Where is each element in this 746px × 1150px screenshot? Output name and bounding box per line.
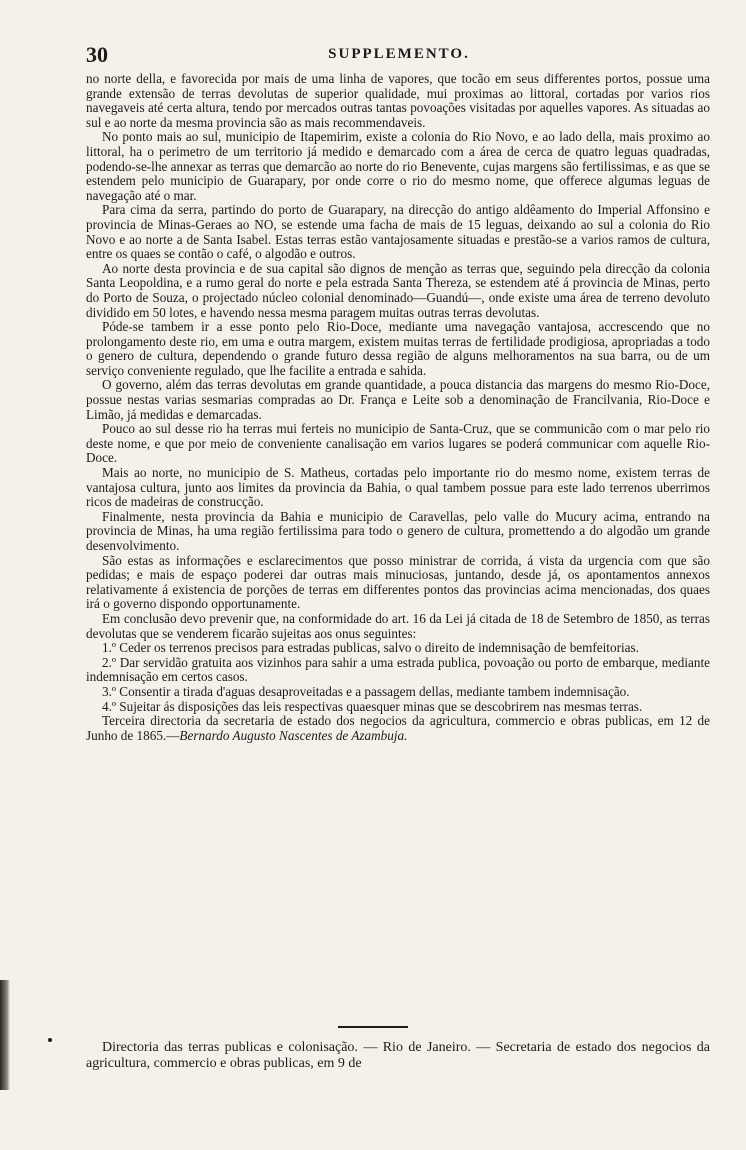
- page-number: 30: [86, 42, 108, 67]
- onus-item-3: 3.º Consentir a tirada d'aguas desaproveitadas e a passagem dellas, mediante tambem indemnisação.: [102, 683, 630, 699]
- paragraph-9: Finalmente, nesta provincia da Bahia e municipio de Caravellas, pelo valle do Mucury acima, entrando na provincia de Minas, ha uma região fertilissima para todo o genero de cultura, promettendo a do algodão um grande desenvolvimento.: [86, 508, 710, 553]
- next-section: [86, 1040, 710, 1071]
- onus-item-2: 2.º Dar servidão gratuita aos vizinhos para sahir a uma estrada publica, povoação ou porto de embarque, mediante indemnisação em certos casos.: [86, 654, 710, 685]
- section-divider: [338, 1026, 408, 1028]
- onus-item-1: 1.º Ceder os terrenos precisos para estradas publicas, salvo o direito de indemnisação de bemfeitorias.: [102, 640, 639, 656]
- paragraph-10: São estas as informações e esclarecimentos que posso ministrar de corrida, á vista da urgencia com que são pedidas; e mais de espaço poderei dar outras mais minuciosas, juntando, desde já, os apontamentos annexos relativamente á existencia de porções de terras em differentes pontos das provincias acima mencionadas, dos quaes irá o governo dispondo opportunamente.: [86, 552, 710, 612]
- paragraph-1: no norte della, e favorecida por mais de uma linha de vapores, que tocão em seus differentes portos, possue uma grande extensão de terras devolutas de superior qualidade, mui proximas ao littoral, cortadas por varios rios navegaveis até certa altura, tendo por mercados outras tantas povoações visitadas por aquelles vapores. As situadas ao sul e ao norte da mesma provincia são as mais recommendaveis.: [86, 71, 710, 130]
- onus-item-4: 4.º Sujeitar ás disposições das leis respectivas quaesquer minas que se descobrirem nas mesmas terras.: [102, 698, 643, 714]
- paragraph-4: Ao norte desta provincia e de sua capital são dignos de menção as terras que, seguindo pela direcção da colonia Santa Leopoldina, e a rumo geral do norte e pela estrada Santa Thereza, se estendem até á provincia de Minas, perto do Porto de Souza, o projectado núcleo colonial denominado—Guandú—, onde existe uma área de terreno devoluto dividido em 50 lotes, e havendo nessa mesma paragem muitas outras terras devolutas.: [86, 260, 710, 320]
- closing-text: Terceira directoria da secretaria de estado dos negocios da agricultura, commercio e obras publicas, em 12 de Junho de 1865.—: [86, 713, 710, 743]
- signature: Bernardo Augusto Nascentes de Azambuja.: [179, 727, 408, 743]
- paragraph-6: O governo, além das terras devolutas em grande quantidade, a pouca distancia das margens do mesmo Rio-Doce, possue nestas varias sesmarias compradas ao Dr. França e Leite sob a denominação de Francilvania, Rio-Doce e Limão, já medidas e demarcadas.: [86, 377, 710, 422]
- running-title: SUPPLEMENTO.: [328, 46, 470, 62]
- paragraph-7: Pouco ao sul desse rio ha terras mui ferteis no municipio de Santa-Cruz, que se communicão com o mar pelo rio deste nome, e que por meio de conveniente canalisação em varios lugares se poderá communicar com aquelle Rio-Doce.: [86, 421, 710, 466]
- paragraph-8: Mais ao norte, no municipio de S. Matheus, cortadas pelo importante rio do mesmo nome, existem terras de vantajosa cultura, junto aos limites da provincia da Bahia, o qual tambem possue para este lado terrenos uberrimos ricos de madeiras de construcção.: [86, 465, 710, 510]
- paragraph-2: No ponto mais ao sul, municipio de Itapemirim, existe a colonia do Rio Novo, e ao lado della, mais proximo ao littoral, ha o perimetro de um territorio já medido e demarcado com a área de cerca de quatro leguas quadradas, podendo-se-lhe annexar as terras que demarcão ao norte do rio Benevente, cujas margens são fertilissimas, e as que se estendem pelo municipio de Guarapary, por onde corre o rio do mesmo nome, que offerece algumas leguas de navegação até o mar.: [86, 129, 710, 203]
- ink-dot: [48, 1038, 52, 1042]
- document-body: [86, 72, 710, 743]
- closing-paragraph: [86, 714, 710, 743]
- page-header: [86, 40, 712, 68]
- next-section-opening: Directoria das terras publicas e colonisação. — Rio de Janeiro. — Secretaria de estado dos negocios da agricultura, commercio e obras publicas, em 9 de: [86, 1040, 710, 1071]
- binding-edge: [0, 980, 10, 1090]
- paragraph-5: Póde-se tambem ir a esse ponto pelo Rio-Doce, mediante uma navegação vantajosa, accrescendo que no prolongamento deste rio, em uma e outra margem, existem muitas terras de fertilidade prodigiosa, apropriadas a todo o genero de cultura, dependendo o grande futuro dessa região de alguns melhoramentos na sua barra, ou de um serviço conveniente regulado, que lhe facilite a entrada e sahida.: [86, 319, 710, 378]
- paragraph-11: Em conclusão devo prevenir que, na conformidade do art. 16 da Lei já citada de 18 de Setembro de 1850, as terras devolutas que se venderem ficarão sujeitas aos onus seguintes:: [86, 610, 710, 641]
- paragraph-3: Para cima da serra, partindo do porto de Guarapary, na direcção do antigo aldêamento do Imperial Affonsino e provincia de Minas-Geraes ao NO, se estende uma facha de mais de 15 leguas, deixando ao sul a colonia do Rio Novo e ao norte a de Santa Isabel. Estas terras estão vantajosamente situadas e prestão-se a varios ramos de cultura, entre os quaes se contão o café, o algodão e outros.: [86, 202, 710, 262]
